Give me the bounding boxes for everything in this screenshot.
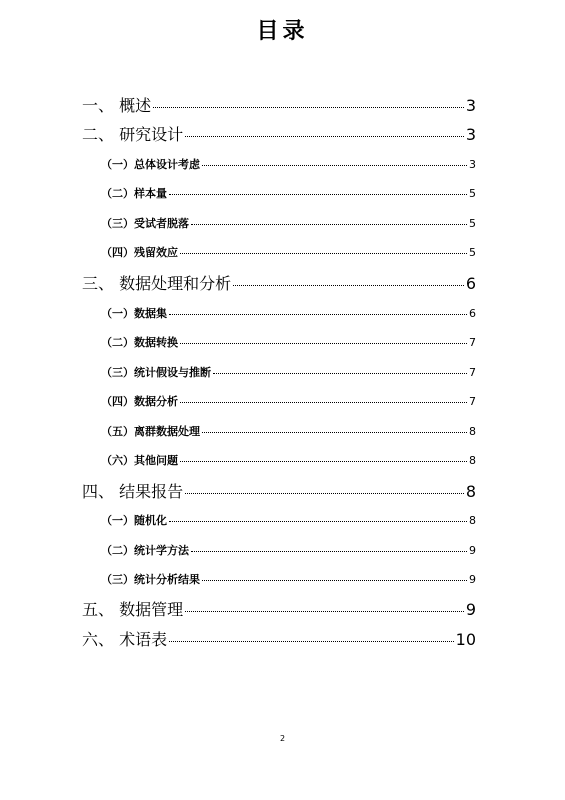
toc-entry-label: （六）其他问题 <box>101 454 178 467</box>
toc-leader-dots <box>191 216 467 227</box>
toc-entry-stat-results[interactable] <box>101 571 476 587</box>
toc-leader-dots <box>233 273 464 289</box>
toc-entry-label: （二）样本量 <box>101 187 167 200</box>
toc-entry-label: （二）数据转换 <box>101 336 178 349</box>
toc-entry-datasets[interactable] <box>101 305 476 321</box>
toc-leader-dots <box>169 306 467 317</box>
toc-entry-results-report[interactable] <box>82 479 476 501</box>
toc-leader-dots <box>185 481 464 497</box>
toc-entry-page: 6 <box>469 307 476 320</box>
toc-entry-other-issues[interactable] <box>101 452 476 468</box>
toc-entry-label: （二）统计学方法 <box>101 544 189 557</box>
toc-entry-label: （四）数据分析 <box>101 395 178 408</box>
toc-entry-analysis[interactable] <box>101 393 476 409</box>
toc-entry-label: （三）统计分析结果 <box>101 573 200 586</box>
toc-entry-data-analysis[interactable] <box>82 271 476 293</box>
toc-leader-dots <box>191 543 467 554</box>
toc-entry-label: （三）统计假设与推断 <box>101 366 211 379</box>
toc-entry-hypothesis[interactable] <box>101 364 476 380</box>
toc-entry-page: 3 <box>469 158 476 171</box>
toc-leader-dots <box>185 124 464 140</box>
toc-entry-carryover[interactable] <box>101 244 476 260</box>
toc-entry-page: 3 <box>465 125 476 144</box>
toc-entry-page: 9 <box>465 600 476 619</box>
toc-entry-page: 7 <box>469 336 476 349</box>
toc-entry-page: 8 <box>469 514 476 527</box>
toc-entry-dropout[interactable] <box>101 215 476 231</box>
toc-entry-randomization[interactable] <box>101 512 476 528</box>
toc-entry-data-management[interactable] <box>82 597 476 619</box>
toc-leader-dots <box>202 424 467 435</box>
toc-leader-dots <box>153 95 464 111</box>
toc-entry-page: 5 <box>469 187 476 200</box>
toc-entry-overview[interactable] <box>82 93 476 115</box>
toc-entry-page: 3 <box>465 96 476 115</box>
toc-leader-dots <box>180 394 467 405</box>
toc-leader-dots <box>169 513 467 524</box>
toc-entry-page: 10 <box>455 630 476 649</box>
toc-leader-dots <box>213 365 467 376</box>
toc-entry-label: （一）随机化 <box>101 514 167 527</box>
toc-entry-label: 六、 术语表 <box>82 630 168 649</box>
page-number: 2 <box>279 734 286 743</box>
toc-entry-label: （四）残留效应 <box>101 246 178 259</box>
toc-entry-data-transform[interactable] <box>101 334 476 350</box>
toc-entry-page: 9 <box>469 573 476 586</box>
page-title: 目录 <box>256 19 309 44</box>
toc-entry-page: 7 <box>469 366 476 379</box>
toc-entry-page: 8 <box>469 454 476 467</box>
toc-entry-page: 5 <box>469 246 476 259</box>
toc-entry-page: 5 <box>469 217 476 230</box>
toc-entry-label: 二、 研究设计 <box>82 125 184 144</box>
toc-entry-label: （一）总体设计考虑 <box>101 158 200 171</box>
toc-entry-study-design[interactable] <box>82 122 476 144</box>
toc-entry-stat-methods[interactable] <box>101 542 476 558</box>
toc-entry-label: （五）离群数据处理 <box>101 425 200 438</box>
toc-entry-glossary[interactable] <box>82 627 476 649</box>
toc-entry-page: 8 <box>469 425 476 438</box>
toc-leader-dots <box>169 186 467 197</box>
toc-leader-dots <box>180 453 467 464</box>
toc-entry-outliers[interactable] <box>101 423 476 439</box>
toc-entry-label: （三）受试者脱落 <box>101 217 189 230</box>
toc-entry-page: 6 <box>465 274 476 293</box>
toc-leader-dots <box>185 599 464 615</box>
toc-leader-dots <box>180 335 467 346</box>
toc-entry-sample-size[interactable] <box>101 185 476 201</box>
toc-leader-dots <box>202 572 467 583</box>
toc-entry-page: 8 <box>465 482 476 501</box>
toc-entry-overall-design[interactable] <box>101 156 476 172</box>
toc-entry-label: 一、 概述 <box>82 96 152 115</box>
toc-leader-dots <box>180 245 467 256</box>
toc-entry-label: 四、 结果报告 <box>82 482 184 501</box>
toc-entry-page: 7 <box>469 395 476 408</box>
toc-entry-label: 五、 数据管理 <box>82 600 184 619</box>
toc-entry-page: 9 <box>469 544 476 557</box>
toc-leader-dots <box>202 157 467 168</box>
toc-leader-dots <box>169 629 454 645</box>
toc-entry-label: （一）数据集 <box>101 307 167 320</box>
toc-entry-label: 三、 数据处理和分析 <box>82 274 232 293</box>
